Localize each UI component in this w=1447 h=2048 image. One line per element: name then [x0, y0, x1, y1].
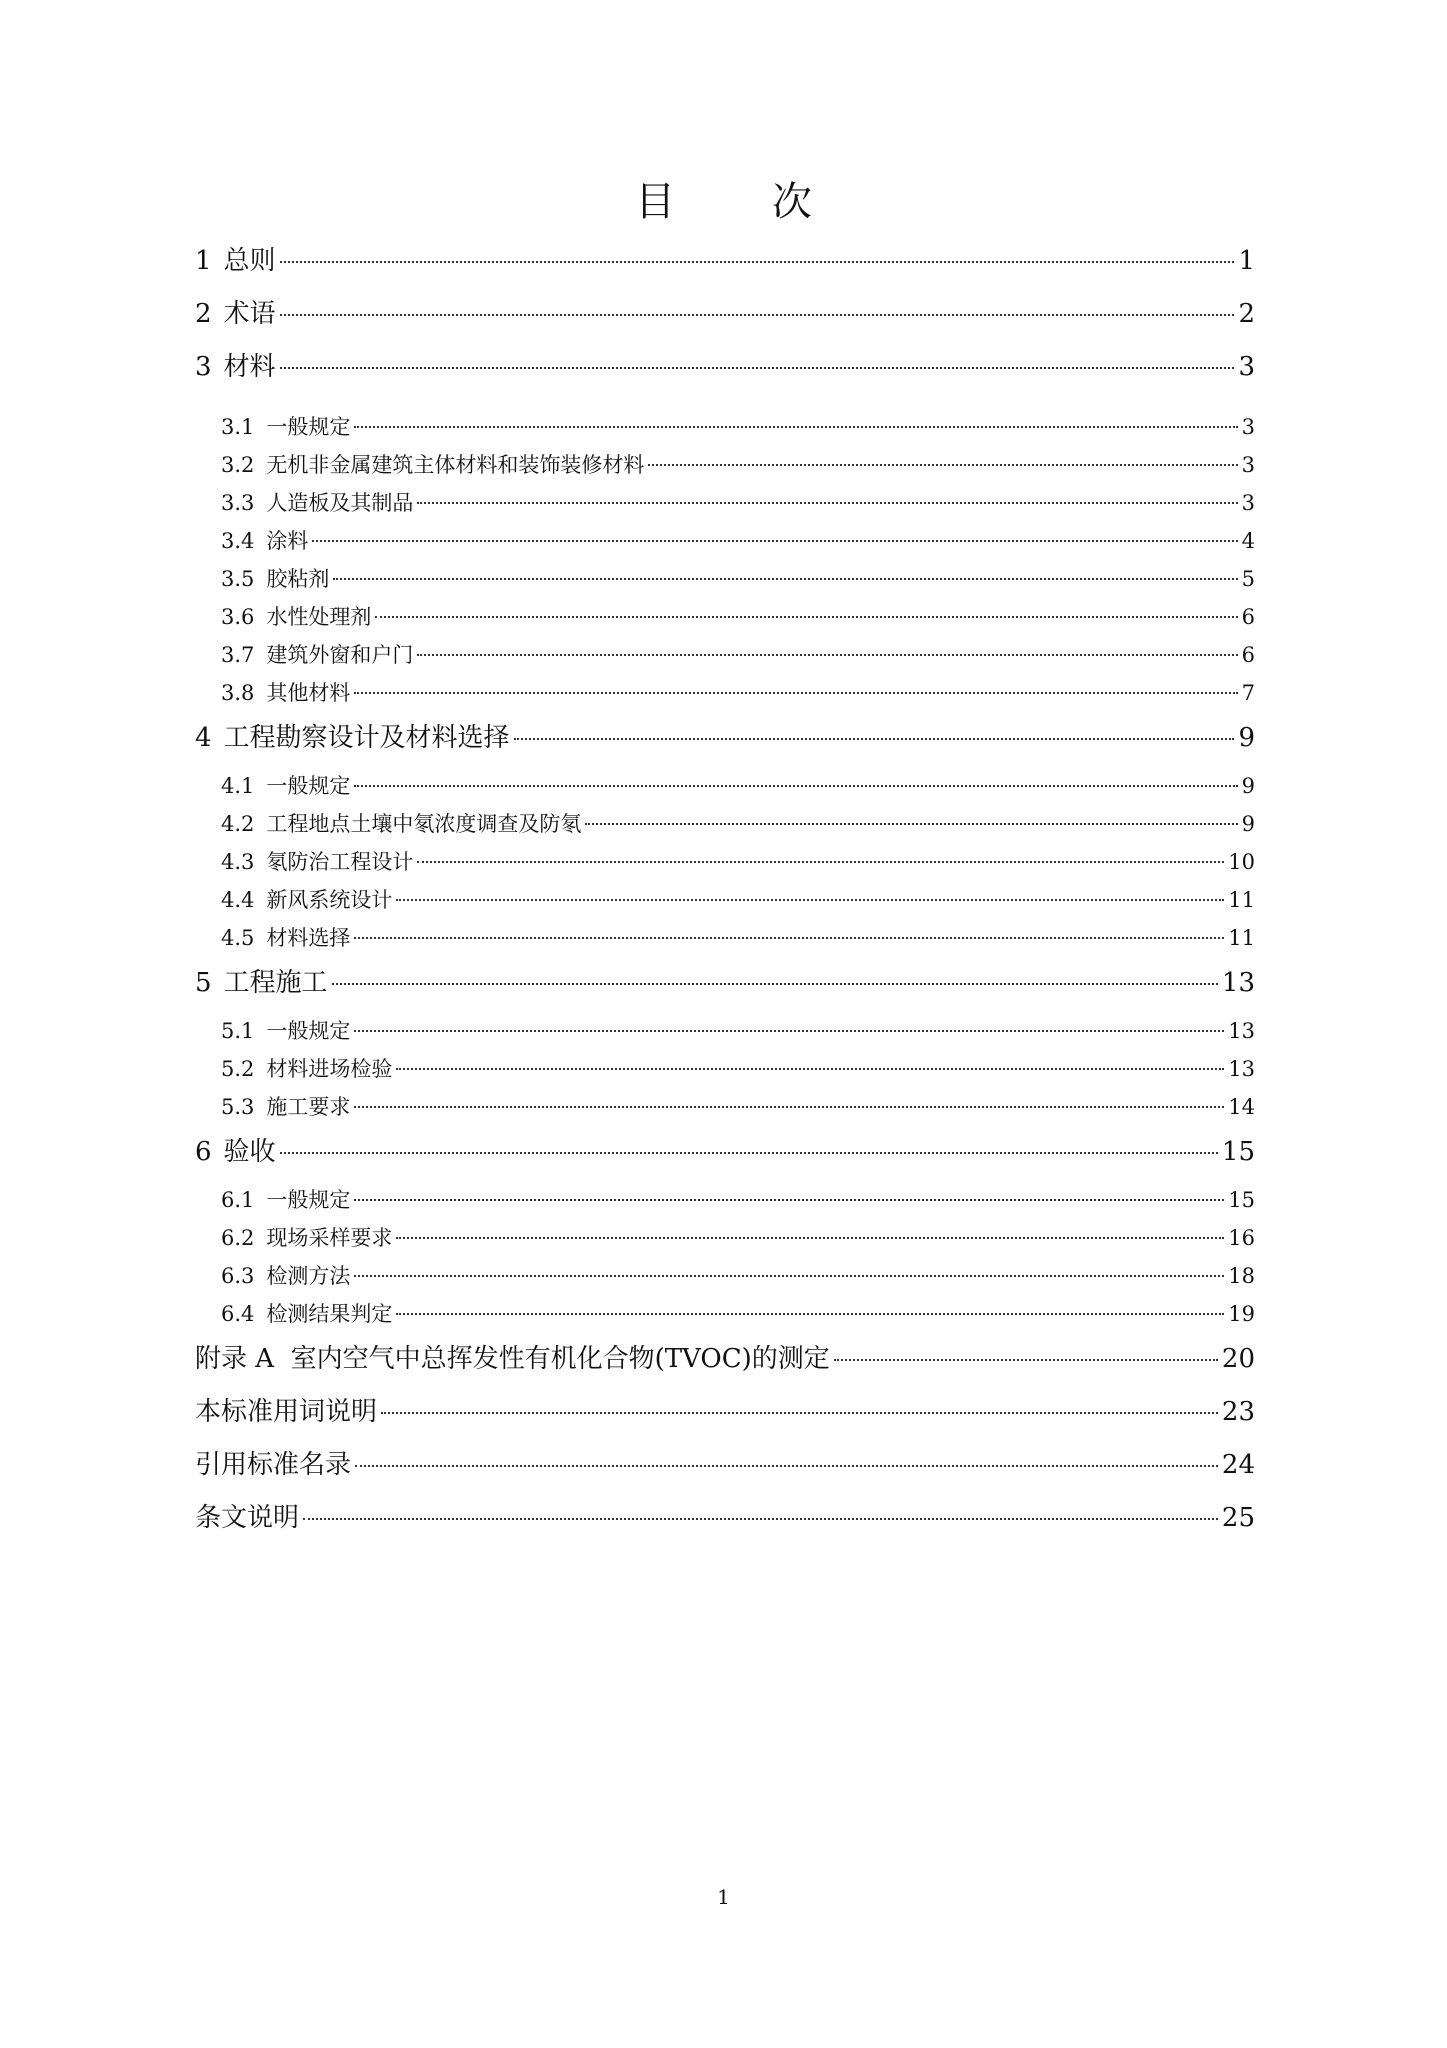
toc-entry-number: 1	[195, 246, 212, 276]
toc-entry-page: 9	[1241, 812, 1255, 836]
toc-entry-number: 3.8	[221, 681, 255, 705]
toc-entry-number: 6.4	[221, 1302, 255, 1326]
dot-leader	[355, 1465, 1218, 1467]
toc-entry-label: 其他材料	[266, 681, 351, 705]
toc-entry-number: 4.2	[221, 812, 255, 836]
dot-leader	[332, 983, 1218, 985]
toc-entry-number: 3.5	[221, 567, 255, 591]
toc-entry-number: 3.2	[221, 453, 255, 477]
dot-leader	[280, 367, 1235, 369]
toc-entry-page: 5	[1241, 567, 1255, 591]
toc-entry-label: 工程地点土壤中氡浓度调查及防氡	[266, 812, 582, 836]
dot-leader	[280, 314, 1235, 316]
toc-entry-label: 人造板及其制品	[266, 491, 414, 515]
dot-leader	[354, 785, 1237, 787]
toc-entry-label: 材料	[223, 352, 276, 382]
dot-leader	[354, 937, 1224, 939]
toc-entry-label: 一般规定	[266, 1188, 351, 1212]
toc-entry-page: 19	[1228, 1302, 1255, 1326]
toc-entry-page: 13	[1228, 1057, 1255, 1081]
toc-entry-page: 18	[1228, 1264, 1255, 1288]
toc-entry-4-1[interactable]	[195, 770, 1255, 808]
dot-leader	[396, 1068, 1224, 1070]
toc-entry-page: 11	[1228, 926, 1255, 950]
toc-entry-3-6[interactable]	[195, 601, 1255, 639]
dot-leader	[354, 426, 1237, 428]
toc-entry-page: 15	[1221, 1137, 1255, 1167]
toc-entry-6[interactable]	[195, 1131, 1255, 1184]
toc-entry-number: 6.2	[221, 1226, 255, 1250]
toc-entry-1[interactable]	[195, 240, 1255, 293]
toc-entry-label: 材料进场检验	[266, 1057, 393, 1081]
toc-entry-number: 3.7	[221, 643, 255, 667]
toc-entry-4[interactable]	[195, 717, 1255, 770]
dot-leader	[396, 1313, 1224, 1315]
toc-entry-3-2[interactable]	[195, 449, 1255, 487]
toc-entry-4-2[interactable]	[195, 808, 1255, 846]
toc-entry-page: 15	[1228, 1188, 1255, 1212]
toc-entry-label: 材料选择	[266, 926, 351, 950]
toc-entry-3-8[interactable]	[195, 677, 1255, 715]
toc-entry-label: 水性处理剂	[266, 605, 372, 629]
toc-entry-page: 2	[1238, 299, 1255, 329]
dot-leader	[396, 1237, 1224, 1239]
toc-entry-3[interactable]	[195, 346, 1255, 399]
toc-entry-label: 胶粘剂	[266, 567, 330, 591]
toc-entry-page: 3	[1241, 453, 1255, 477]
toc-entry-page: 23	[1221, 1397, 1255, 1427]
page-number: 1	[717, 1885, 730, 1909]
dot-leader	[514, 738, 1235, 740]
toc-entry-6-1[interactable]	[195, 1184, 1255, 1222]
toc-entry-6-2[interactable]	[195, 1222, 1255, 1260]
dot-leader	[417, 861, 1224, 863]
toc-entry-page: 6	[1241, 643, 1255, 667]
toc-entry-page: 3	[1241, 491, 1255, 515]
toc-entry-6-3[interactable]	[195, 1260, 1255, 1298]
dot-leader	[396, 899, 1224, 901]
dot-leader	[834, 1359, 1218, 1361]
dot-leader	[381, 1412, 1218, 1414]
toc-entry-4-3[interactable]	[195, 846, 1255, 884]
toc-entry-number: 5.2	[221, 1057, 255, 1081]
toc-entry-wording-explanation[interactable]	[195, 1391, 1255, 1444]
toc-entry-5-3[interactable]	[195, 1091, 1255, 1129]
dot-leader	[354, 1199, 1224, 1201]
toc-entry-3-3[interactable]	[195, 487, 1255, 525]
toc-entry-page: 13	[1221, 968, 1255, 998]
toc-entry-number: 3.3	[221, 491, 255, 515]
toc-entry-number: 4.3	[221, 850, 255, 874]
toc-entry-3-4[interactable]	[195, 525, 1255, 563]
toc-entry-4-4[interactable]	[195, 884, 1255, 922]
toc-entry-page: 1	[1238, 246, 1255, 276]
toc-entry-number: 3	[195, 352, 212, 382]
toc-entry-page: 25	[1221, 1503, 1255, 1533]
toc-entry-number: 3.1	[221, 415, 255, 439]
toc-entry-3-7[interactable]	[195, 639, 1255, 677]
toc-entry-number: 5	[195, 968, 212, 998]
toc-entry-label: 一般规定	[266, 415, 351, 439]
page-title: 目 次	[635, 179, 854, 225]
dot-leader	[303, 1518, 1218, 1520]
toc-entry-label: 一般规定	[266, 774, 351, 798]
toc-entry-page: 4	[1241, 529, 1255, 553]
toc-entry-label: 总则	[223, 246, 276, 276]
toc-entry-label: 涂料	[266, 529, 309, 553]
toc-entry-label: 引用标准名录	[195, 1450, 352, 1480]
toc-entry-page: 16	[1228, 1226, 1255, 1250]
toc-entry-referenced-standards[interactable]	[195, 1444, 1255, 1497]
dot-leader	[354, 1030, 1224, 1032]
toc-entry-page: 6	[1241, 605, 1255, 629]
toc-entry-5[interactable]	[195, 962, 1255, 1015]
toc-entry-page: 9	[1241, 774, 1255, 798]
dot-leader	[280, 261, 1235, 263]
toc-entry-number: 6.3	[221, 1264, 255, 1288]
dot-leader	[312, 540, 1237, 542]
dot-leader	[375, 616, 1237, 618]
toc-entry-number: 6	[195, 1137, 212, 1167]
dot-leader	[333, 578, 1237, 580]
toc-entry-page: 11	[1228, 888, 1255, 912]
toc-entry-page: 14	[1228, 1095, 1255, 1119]
toc-entry-5-2[interactable]	[195, 1053, 1255, 1091]
toc-entry-6-4[interactable]	[195, 1298, 1255, 1336]
dot-leader	[648, 464, 1237, 466]
toc-entry-number: 4.4	[221, 888, 255, 912]
toc-entry-page: 7	[1241, 681, 1255, 705]
toc-entry-page: 13	[1228, 1019, 1255, 1043]
toc-entry-4-5[interactable]	[195, 922, 1255, 960]
toc-entry-label: 工程勘察设计及材料选择	[223, 723, 510, 753]
toc-entry-2[interactable]	[195, 293, 1255, 346]
toc-entry-label: 附录 A 室内空气中总挥发性有机化合物(TVOC)的测定	[195, 1344, 830, 1374]
toc-entry-label: 检测方法	[266, 1264, 351, 1288]
toc-entry-page: 10	[1228, 850, 1255, 874]
toc-entry-number: 6.1	[221, 1188, 255, 1212]
toc-entry-page: 3	[1238, 352, 1255, 382]
toc-entry-number: 4.1	[221, 774, 255, 798]
toc-entry-label: 验收	[223, 1137, 276, 1167]
toc-entry-label: 本标准用词说明	[195, 1397, 378, 1427]
toc-entry-label: 建筑外窗和户门	[266, 643, 414, 667]
toc-entry-label: 现场采样要求	[266, 1226, 393, 1250]
toc-entry-page: 9	[1238, 723, 1255, 753]
toc-entry-page: 20	[1221, 1344, 1255, 1374]
toc-entry-label: 检测结果判定	[266, 1302, 393, 1326]
toc-entry-clause-explanation[interactable]	[195, 1497, 1255, 1550]
toc-entry-3-1[interactable]	[195, 411, 1255, 449]
toc-entry-5-1[interactable]	[195, 1015, 1255, 1053]
dot-leader	[354, 692, 1237, 694]
toc-entry-page: 3	[1241, 415, 1255, 439]
toc-entry-label: 新风系统设计	[266, 888, 393, 912]
toc-entry-label: 无机非金属建筑主体材料和装饰装修材料	[266, 453, 645, 477]
toc-entry-number: 3.4	[221, 529, 255, 553]
dot-leader	[280, 1152, 1218, 1154]
toc-entry-number: 2	[195, 299, 212, 329]
dot-leader	[417, 654, 1237, 656]
toc-entry-3-5[interactable]	[195, 563, 1255, 601]
dot-leader	[354, 1106, 1224, 1108]
toc-entry-label: 术语	[223, 299, 276, 329]
toc-entry-number: 5.1	[221, 1019, 255, 1043]
toc-entry-page: 24	[1221, 1450, 1255, 1480]
toc-entry-label: 一般规定	[266, 1019, 351, 1043]
dot-leader	[585, 823, 1237, 825]
toc-entry-label: 工程施工	[223, 968, 328, 998]
toc-entry-number: 4	[195, 723, 212, 753]
table-of-contents	[195, 240, 1255, 1550]
toc-entry-label: 条文说明	[195, 1503, 300, 1533]
dot-leader	[417, 502, 1237, 504]
toc-entry-label: 施工要求	[266, 1095, 351, 1119]
toc-entry-label: 氡防治工程设计	[266, 850, 414, 874]
dot-leader	[354, 1275, 1224, 1277]
toc-entry-number: 5.3	[221, 1095, 255, 1119]
toc-entry-appendix-a[interactable]	[195, 1338, 1255, 1391]
toc-entry-number: 4.5	[221, 926, 255, 950]
toc-entry-number: 3.6	[221, 605, 255, 629]
